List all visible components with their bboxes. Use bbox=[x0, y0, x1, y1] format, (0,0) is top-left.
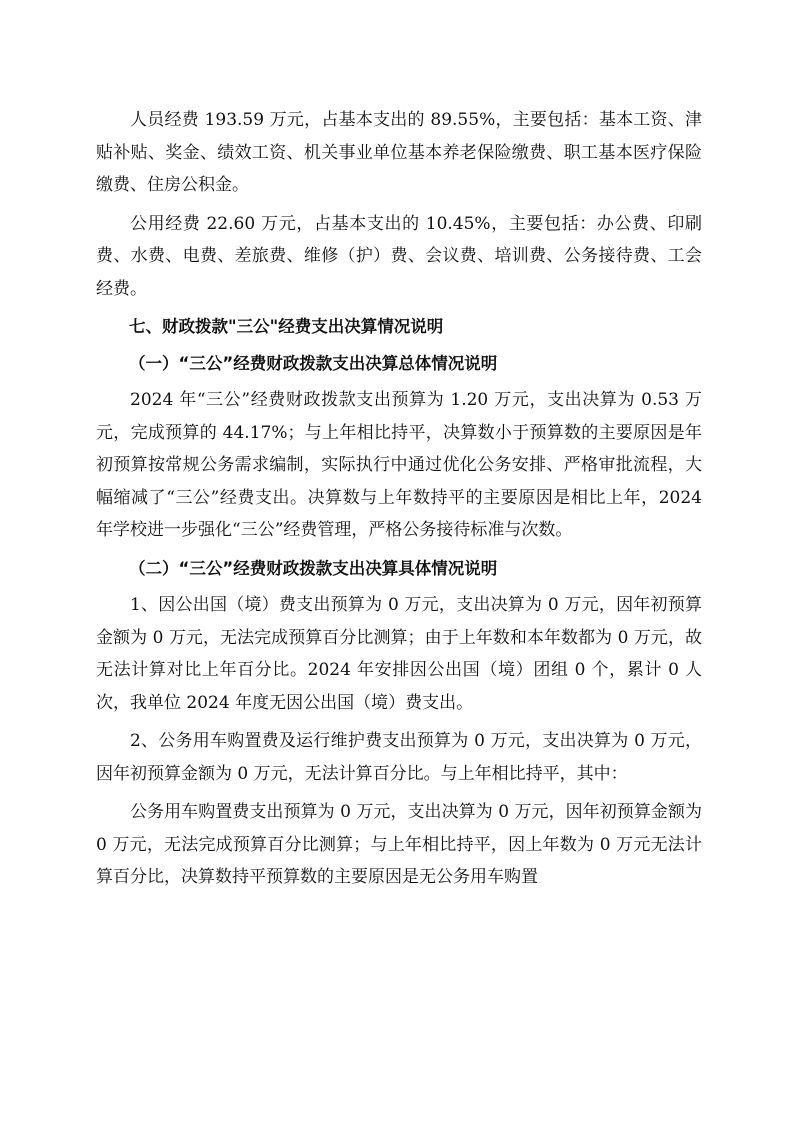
paragraph-official-vehicles: 2、公务用车购置费及运行维护费支出预算为 0 万元，支出决算为 0 万元，因年初预算金额为 0 万元，无法计算百分比。与上年相比持平，其中： bbox=[96, 731, 702, 784]
section-heading-three-public: 七、财政拨款"三公"经费支出决算情况说明 bbox=[129, 317, 444, 336]
paragraph-overseas-travel: 1、因公出国（境）费支出预算为 0 万元，支出决算为 0 万元，因年初预算金额为 0 万元，无法完成预算百分比测算；由于上年数和本年数都为 0 万元，故无法计算对比上年百分比。2024 年安排因公出国（境）团组 0 个，累计 0 人次，我单位 2024 年度无因公出国（境）费支出。 bbox=[96, 595, 702, 713]
subsection-heading-specific: （二）“三公”经费财政拨款支出决算具体情况说明 bbox=[129, 558, 498, 578]
paragraph-overall-situation: 2024 年“三公”经费财政拨款支出预算为 1.20 万元，支出决算为 0.53 万元，完成预算的 44.17%；与上年相比持平，决算数小于预算数的主要原因是年初预算按常规公务需求编制，实际执行中通过优化公务安排、严格审批流程，大幅缩减了“三公”经费支出。决算数与上年数持平的主要原因是相比上年，2024 年学校进一步强化“三公”经费管理，严格公务接待标准与次数。 bbox=[96, 390, 702, 540]
paragraph-personnel-expenses: 人员经费 193.59 万元，占基本支出的 89.55%，主要包括：基本工资、津贴补贴、奖金、绩效工资、机关事业单位基本养老保险缴费、职工基本医疗保险缴费、住房公积金。 bbox=[96, 110, 702, 195]
subsection-heading-overall: （一）“三公”经费财政拨款支出决算总体情况说明 bbox=[129, 353, 498, 373]
paragraph-vehicle-purchase: 公务用车购置费支出预算为 0 万元，支出决算为 0 万元，因年初预算金额为 0 万元，无法完成预算百分比测算；与上年相比持平，因上年数为 0 万元无法计算百分比，决算数持平预算数的主要原因是无公务用车购置 bbox=[96, 802, 702, 887]
document-page bbox=[96, 104, 702, 900]
paragraph-public-expenses: 公用经费 22.60 万元，占基本支出的 10.45%，主要包括：办公费、印刷费、水费、电费、差旅费、维修（护）费、会议费、培训费、公务接待费、工会经费。 bbox=[96, 213, 702, 299]
